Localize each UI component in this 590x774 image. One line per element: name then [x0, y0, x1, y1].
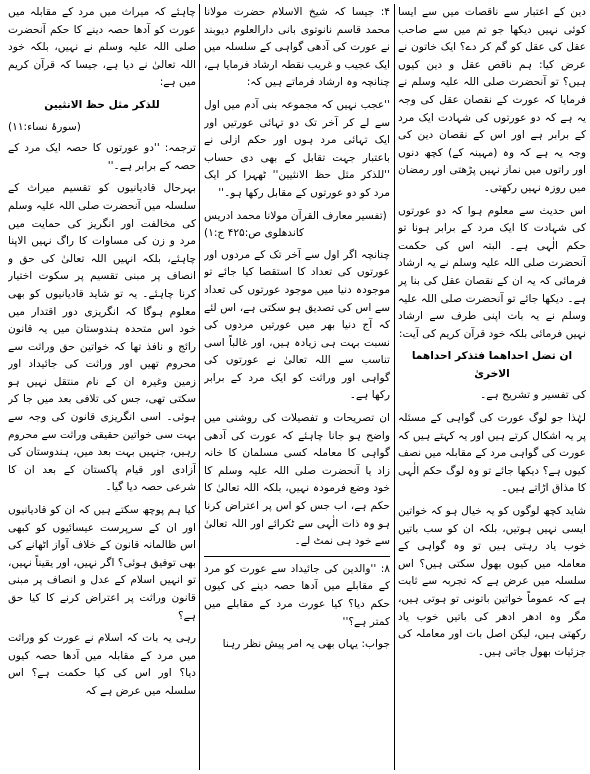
- column-rule-left: [199, 4, 200, 770]
- left-paragraph-2: بہرحال قادیانیوں کو تقسیم میراث کے سلسلہ میں آنحضرت صلی اللہ علیہ وسلم کی مخالفت اور انگریز کی حمایت میں مرد و زن کی مساوات کا راگ نہیں الاپنا چاہئے، بلکہ انہیں اللہ تعالیٰ کی حق و انصاف پر مبنی تقسیم پر سکوت اختیار کرنا چاہئے۔ یہ تو شاید قادیانیوں کو بھی معلوم ہوگا کہ انگریزی دور اقتدار میں خود اس متحدہ ہندوستان میں یہ قانون رائج و نافذ تھا کہ خواتین حق وراثت سے محروم تھیں اور وراثت کی جائیداد اور زمین وغیرہ ان کے نام منتقل نہیں ہو سکتی تھی، جس کی تلافی بعد میں جا کر ہوئی۔ اسی انگریزی قانون کی وجہ سے بہت سی خواتین حقیقی وراثت سے محروم رہیں، جنہیں بہت بعد میں، ہندوستان کی آزادی اور قیام پاکستان کے بعد ان کا شرعی حصہ دیا گیا۔: [8, 182, 196, 494]
- middle-question: ۸: ''والدین کی جائیداد سے عورت کو مرد کے مقابلے میں آدھا حصہ دینے کی کیوں حکم دیا؟ کیا عورت مرد کے مقابلے میں کمتر ہے؟'': [204, 562, 390, 628]
- right-quran-quote: ان تضل احداھما فتذکر احداھما الاخریٰ: [411, 350, 573, 380]
- middle-quotation: ''عجب نہیں کہ مجموعہ بنی آدم میں اول سے لے کر آخر تک دو تہائی عورتیں اور ایک تہائی مرد ہوں اور حکم ازلی نے باعتبار جہت تقابل کے بھی دی حساب ''للذکر مثل حظ الانثیین'' ٹھہرا کر ایک مرد کو دو عورتوں کے مقابل رکھا ہو۔'': [204, 98, 390, 199]
- middle-paragraph-3: ان تصریحات و تفصیلات کی روشنی میں واضح ہو جانا چاہئے کہ عورت کی آدھی گواہی کا معاملہ کسی مسلمان کا خانہ زاد یا آنحضرت صلی اللہ علیہ وسلم کا خود وضع فرمودہ نہیں، بلکہ اللہ تعالیٰ کا حکم ہے، اب جس کو اس پر اعتراض کرنا ہو وہ ذات الٰہی سے ٹکرائے اور اللہ تعالیٰ سے خود ہی نمٹ لے۔: [204, 412, 390, 548]
- middle-paragraph-1: ۴: جیسا کہ شیخ الاسلام حضرت مولانا محمد قاسم نانوتوی بانی دارالعلوم دیوبند نے عورت کی آدھی گواہی کے سلسلہ میں ایک عجیب و غریب نقطہ ارشاد فرمایا ہے، چنانچہ وہ ارشاد فرماتے ہیں کہ:: [204, 6, 390, 89]
- left-paragraph-4: رہی یہ بات کہ اسلام نے عورت کو وراثت میں مرد کے مقابلہ میں آدھا حصہ کیوں دیا؟ اور اس کی کیا حکمت ہے؟ اس سلسلہ میں عرض ہے کہ: [8, 632, 196, 697]
- right-paragraph-5: شاید کچھ لوگوں کو یہ خیال ہو کہ خواتین ایسی نہیں ہوتیں، بلکہ ان کو سب باتیں خوب یاد رہتی ہیں تو وہ گواہی کے معاملہ میں کیوں بھول سکتی ہیں؟ اس سلسلہ میں عرض ہے کہ تجربہ سے ثابت ہے کہ عموماً خواتین باتونی تو ہوتی ہیں، مگر وہ ادھر ادھر کی باتیں خوب یاد رکھتی ہیں، لیکن اصل بات اور معاملہ کی جزئیات بھول جاتی ہیں۔: [398, 505, 586, 658]
- left-translation: ترجمہ: ''دو عورتوں کا حصہ ایک مرد کے حصہ کے برابر ہے۔'': [8, 142, 196, 172]
- right-paragraph-4: لہٰذا جو لوگ عورت کی گواہی کے مسئلہ پر یہ اشکال کرتے ہیں اور یہ کہتے ہیں کہ عورت کی گواہی مرد کے مقابلہ میں نصف کیوں ہے؟ دیکھا جائے تو وہ لوگ حکم الٰہی کا مذاق اڑاتے ہیں۔: [398, 412, 586, 495]
- middle-divider: [204, 556, 390, 557]
- right-paragraph-1: دین کے اعتبار سے ناقصات میں سے ایسا کوئی نہیں دیکھا جو تم میں سے صاحب عقل کی عقل کو گم کر دے؟ ایک خاتون نے عرض کیا: ہم ناقص عقل و دین کیوں ہیں؟ تو آنحضرت صلی اللہ علیہ وسلم نے فرمایا کہ عورت کے نقصان عقل کی وجہ یہ ہے کہ دو عورتوں کی شہادت ایک مرد کے برابر ہے اور اس کے نقصان دین کی وجہ یہ ہے کہ وہ (مہینہ کے) کچھ دنوں اور راتوں میں نماز نہیں پڑھتی اور رمضان میں روزہ نہیں رکھتی۔: [398, 6, 586, 194]
- right-paragraph-3: کی تفسیر و تشریح ہے۔: [480, 389, 586, 402]
- left-column: [8, 4, 196, 770]
- middle-reference: (تفسیر معارف القرآن مولانا محمد ادریس کاندھلوی ص:۴۲۵ ج:۱): [204, 209, 387, 240]
- middle-paragraph-2: چنانچہ اگر اول سے آخر تک کے مردوں اور عورتوں کی تعداد کا استقصا کیا جائے تو موجودہ دنیا میں موجود عورتوں کی تعداد سے اس کی تصدیق ہو سکتی ہے، اس لئے کہ آج دنیا بھر میں عورتیں مردوں کی نسبت بہت ہی زیادہ ہیں، اور غالباً اسی تناسب سے اللہ تعالیٰ نے عورتوں کی گواہی اور وراثت کو ایک مرد کے برابر رکھا ہے۔: [204, 248, 390, 402]
- column-rule-right: [394, 4, 395, 770]
- right-paragraph-2: اس حدیث سے معلوم ہوا کہ دو عورتوں کی شہادت کا ایک مرد کے برابر ہونا تو حکم الٰہی ہے۔ البتہ اس کی حکمت آنحضرت صلی اللہ علیہ وسلم نے یہ ارشاد فرمائی کہ یہ ان کے نقصان عقل کی بنا پر ہے۔ دیکھا جائے تو آنحضرت صلی اللہ علیہ وسلم نے یہ بات اپنی طرف سے ارشاد نہیں فرمائی بلکہ خود قرآن کریم کی آیت:: [398, 204, 586, 340]
- middle-column: [204, 4, 390, 770]
- left-paragraph-1: چاہئے کہ میراث میں مرد کے مقابلہ میں عورت کو آدھا حصہ دینے کا حکم آنحضرت صلی اللہ علیہ وسلم نے نہیں، بلکہ خود اللہ تعالیٰ نے دیا ہے، جیسا کہ قرآن کریم میں ہے:: [8, 6, 196, 89]
- left-paragraph-3: کیا ہم پوچھ سکتے ہیں کہ ان کو قادیانیوں اور ان کے سرپرست عیسائیوں کو کبھی اس ظالمانہ قانون کے خلاف آواز اٹھانے کی بھی توفیق ہوئی؟ اگر نہیں، اور یقیناً نہیں، تو انہیں اسلام کے عدل و انصاف پر مبنی قانون وراثت پر اعتراض کرنے کا کیا حق ہے؟: [8, 504, 196, 622]
- right-column: [398, 4, 586, 770]
- middle-answer-start: جواب: یہاں بھی یہ امر پیش نظر رہنا: [222, 638, 390, 651]
- left-quote-reference: (سورۂ نساء:۱۱): [8, 120, 81, 133]
- left-quran-quote: للذکر مثل حظ الانثیین: [44, 98, 160, 111]
